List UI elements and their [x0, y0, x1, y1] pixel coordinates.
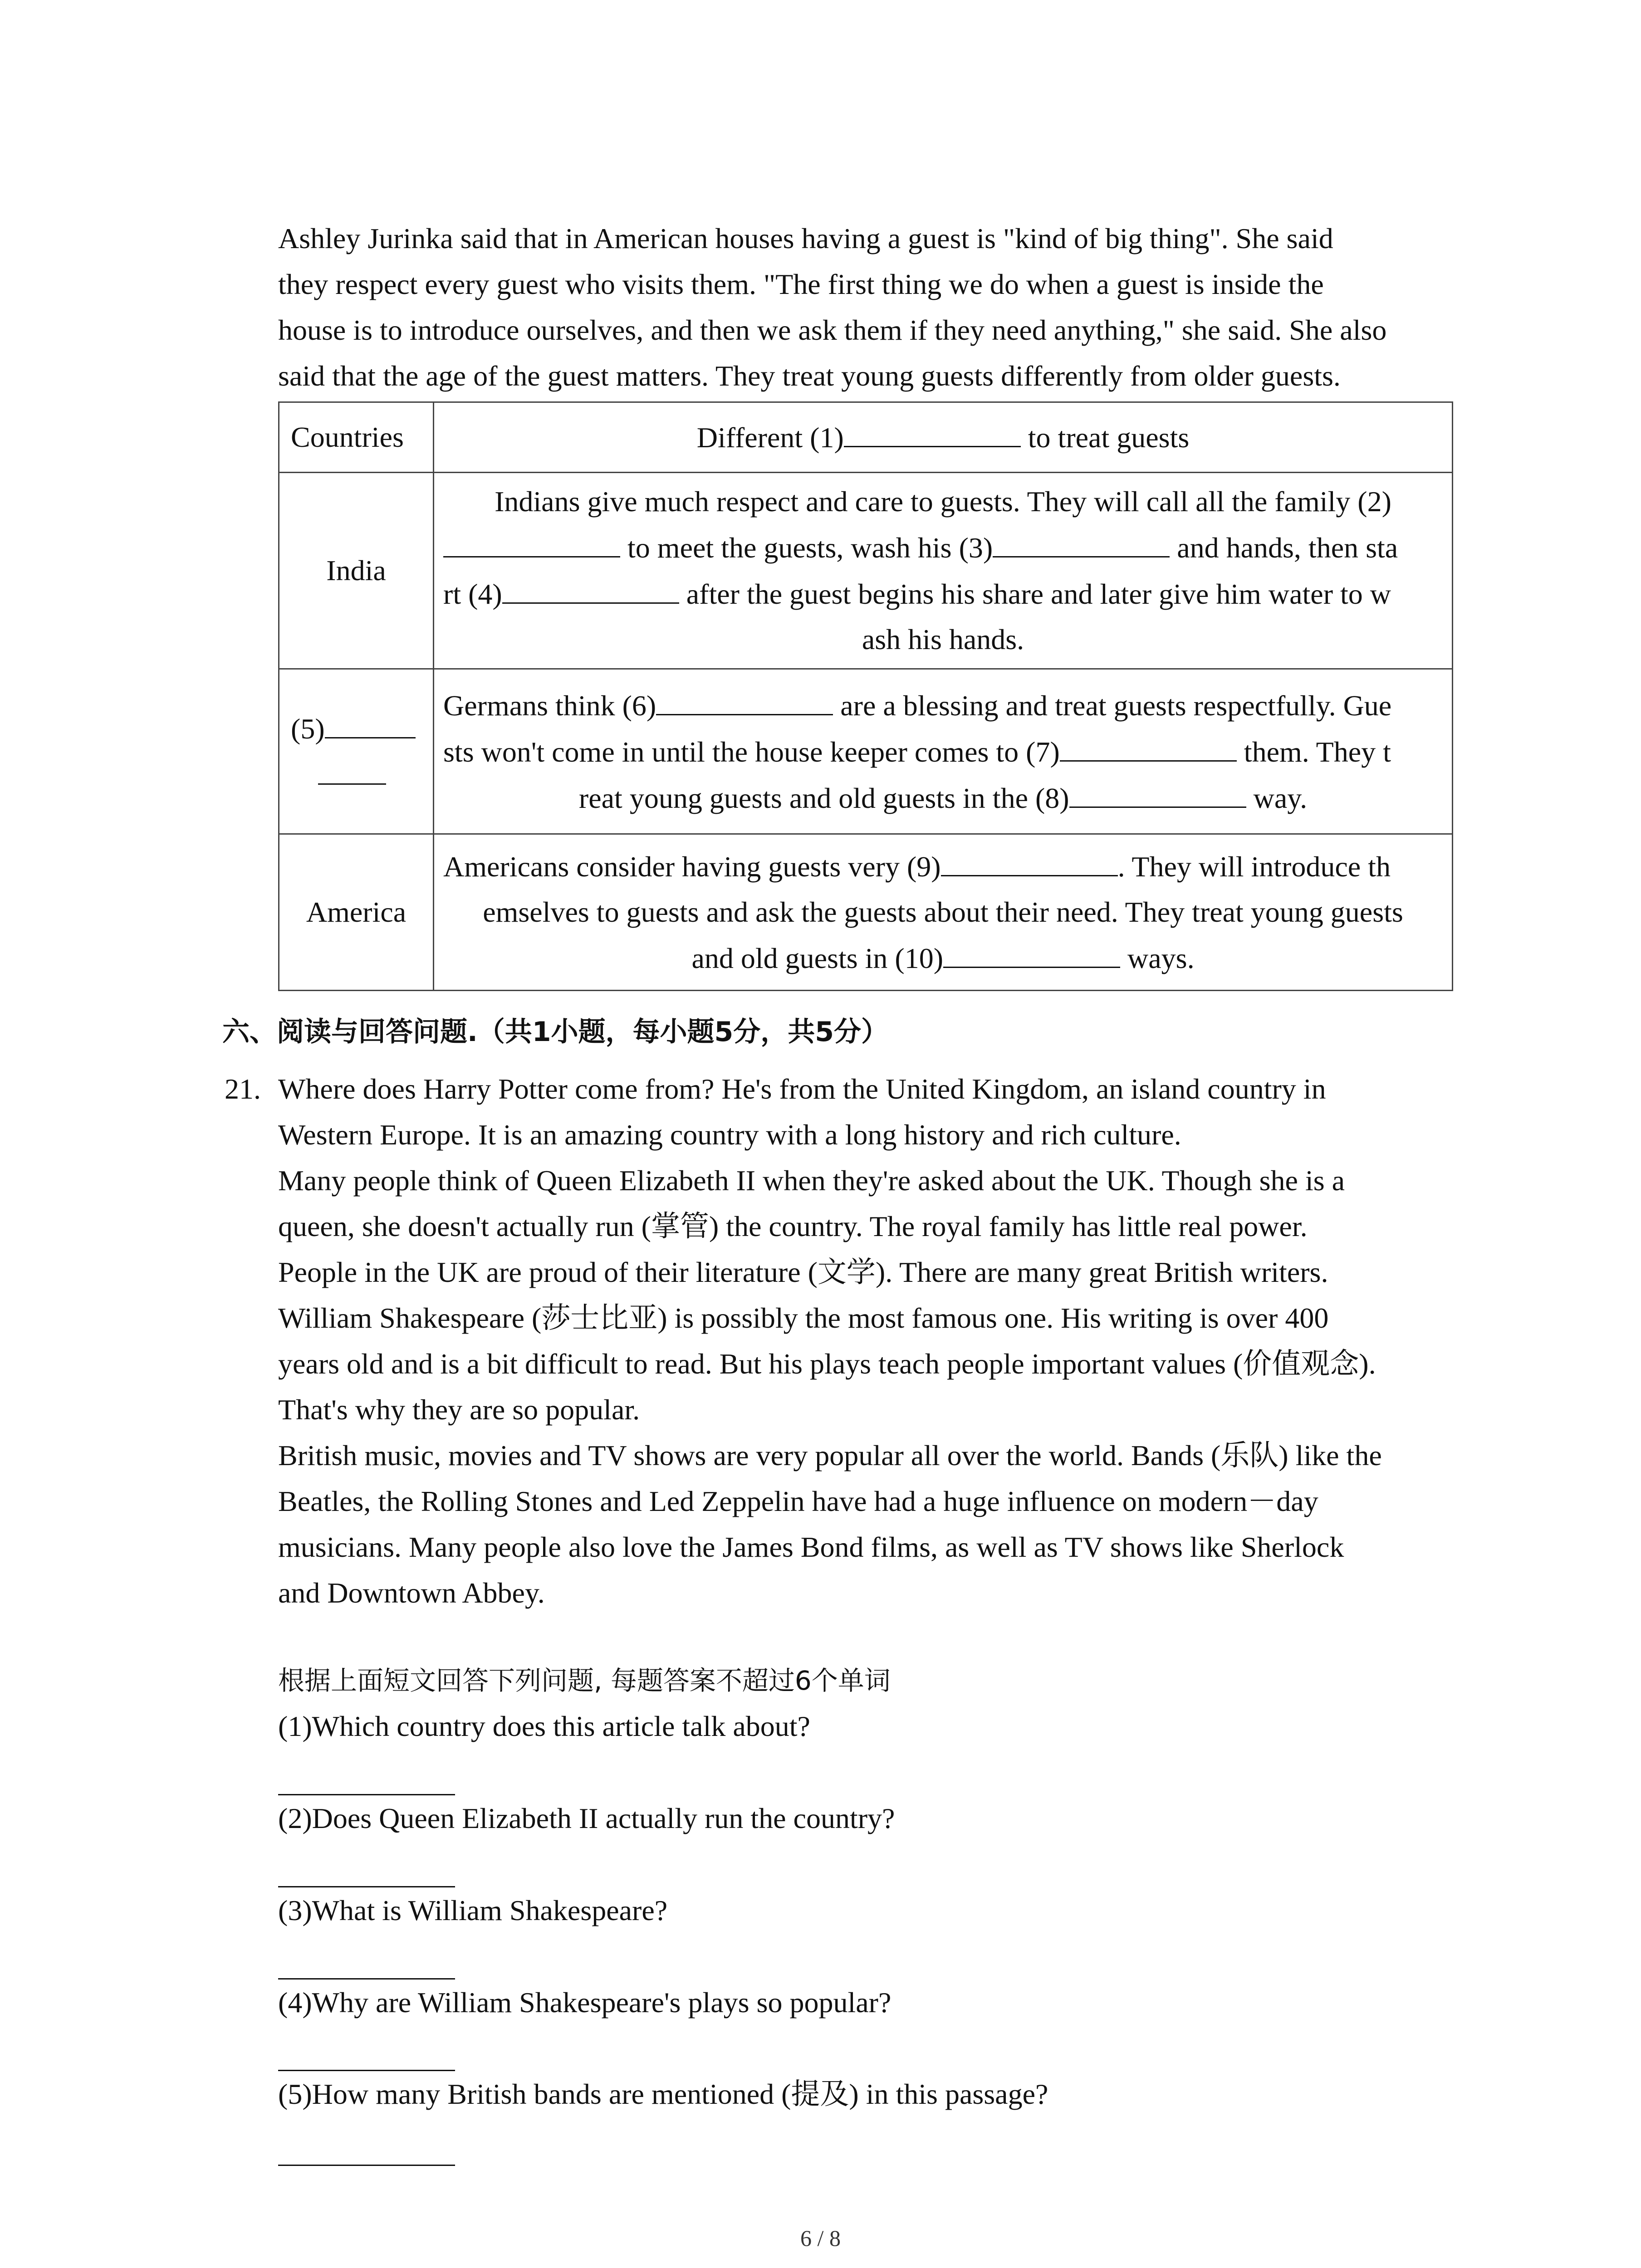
- section-heading: 六、阅读与回答问题.（共1小题，每小题5分，共5分）: [222, 1016, 889, 1048]
- sub-question-5: (5)How many British bands are mentioned (提及) in this passage?: [278, 2078, 1048, 2110]
- country-america: America: [279, 834, 434, 991]
- blank-9[interactable]: [941, 843, 1118, 876]
- question-passage: [278, 1066, 1453, 1616]
- passage-line: Where does Harry Potter come from? He's from the United Kingdom, an island country in: [278, 1073, 1326, 1105]
- blank-1[interactable]: [844, 414, 1021, 447]
- answer-line-5[interactable]: [278, 2165, 455, 2166]
- passage-line: musicians. Many people also love the James Bond films, as well as TV shows like Sherlock: [278, 1531, 1344, 1563]
- blank-4[interactable]: [502, 571, 679, 604]
- india-description: Indians give much respect and care to guests. They will call all the family (2) to meet the guests, wash his (3) and hands, then sta rt (4) after the guest begins his share and later give him water to w ash his hands.: [434, 473, 1453, 669]
- passage-line: years old and is a bit difficult to read. But his plays teach people important values (价值观念).: [278, 1348, 1376, 1380]
- sub-question-1: (1)Which country does this article talk about?: [278, 1710, 810, 1742]
- header-countries: Countries: [279, 402, 434, 473]
- guest-customs-table: [278, 401, 1453, 991]
- instruction-text: 根据上面短文回答下列问题, 每题答案不超过6个单词: [278, 1665, 891, 1696]
- blank-5[interactable]: [325, 705, 416, 738]
- intro-line: they respect every guest who visits them. "The first thing we do when a guest is inside the: [278, 268, 1324, 300]
- blank-8[interactable]: [1069, 775, 1246, 808]
- table-header-row: [279, 402, 1453, 473]
- passage-line: queen, she doesn't actually run (掌管) the country. The royal family has little real power.: [278, 1210, 1308, 1242]
- table-row-america: [279, 834, 1453, 991]
- blank-7[interactable]: [1060, 728, 1237, 762]
- blank-10[interactable]: [943, 935, 1120, 968]
- page-number: 6 / 8: [800, 2225, 841, 2251]
- passage-line: and Downtown Abbey.: [278, 1577, 545, 1609]
- sub-question-4: (4)Why are William Shakespeare's plays so popular?: [278, 1986, 892, 2019]
- passage-line: Western Europe. It is an amazing country with a long history and rich culture.: [278, 1119, 1181, 1151]
- blank-5-continued: [318, 752, 386, 785]
- table-row-india: [279, 473, 1453, 669]
- passage-line: That's why they are so popular.: [278, 1393, 640, 1426]
- passage-line: People in the UK are proud of their literature (文学). There are many great British writers.: [278, 1256, 1328, 1288]
- sub-question-3: (3)What is William Shakespeare?: [278, 1894, 668, 1926]
- passage-line: British music, movies and TV shows are very popular all over the world. Bands (乐队) like the: [278, 1439, 1382, 1471]
- question-number: 21.: [225, 1073, 261, 1105]
- passage-line: Beatles, the Rolling Stones and Led Zeppelin have had a huge influence on modern－day: [278, 1485, 1318, 1517]
- blank-2[interactable]: [443, 524, 620, 557]
- america-description: Americans consider having guests very (9) . They will introduce th emselves to guests and ask the guests about their need. They treat young guests and old guests in (10) ways.: [434, 834, 1453, 991]
- passage-line: William Shakespeare (莎士比亚) is possibly the most famous one. His writing is over 400: [278, 1302, 1329, 1334]
- blank-3[interactable]: [993, 524, 1170, 557]
- passage-line: Many people think of Queen Elizabeth II when they're asked about the UK. Though she is a: [278, 1164, 1345, 1197]
- country-india: India: [279, 473, 434, 669]
- blank-6[interactable]: [656, 682, 833, 715]
- intro-line: house is to introduce ourselves, and then we ask them if they need anything," she said. She also: [278, 314, 1387, 346]
- sub-question-2: (2)Does Queen Elizabeth II actually run the country?: [278, 1802, 895, 1834]
- table-row-germany: [279, 669, 1453, 834]
- intro-line: Ashley Jurinka said that in American houses having a guest is "kind of big thing". She said: [278, 222, 1333, 254]
- country-blank-5: (5): [279, 669, 434, 834]
- intro-line: said that the age of the guest matters. They treat young guests differently from older guests.: [278, 360, 1341, 392]
- germany-description: Germans think (6) are a blessing and treat guests respectfully. Gue sts won't come in until the house keeper comes to (7) them. They t reat young guests and old guests in the (8) way.: [434, 669, 1453, 834]
- intro-paragraph: [278, 215, 1453, 399]
- header-ways: Different (1) to treat guests: [434, 402, 1453, 473]
